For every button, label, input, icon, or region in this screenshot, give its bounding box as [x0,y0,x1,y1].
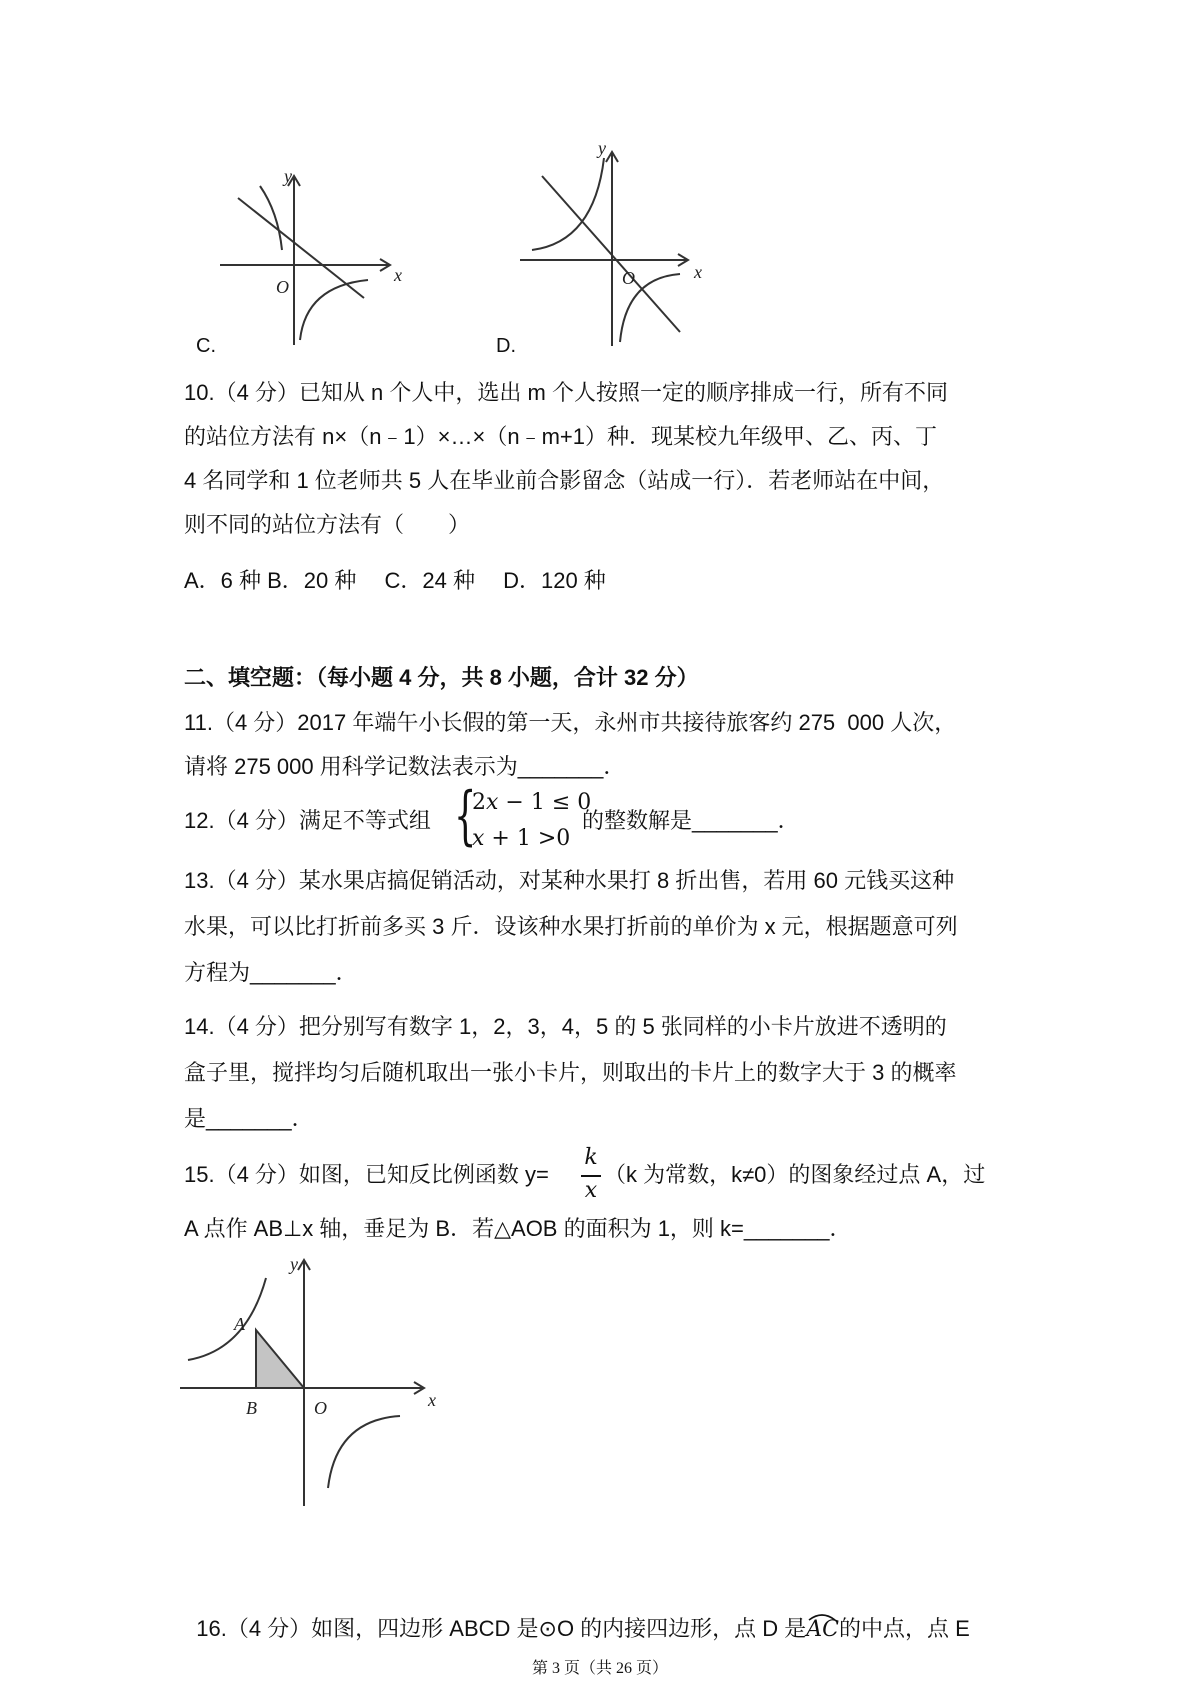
hyperbola-branch-lower-right [328,1416,400,1488]
q15-line-2: A 点作 AB⊥x 轴，垂足为 B．若△AOB 的面积为 1，则 k=_______． [184,1216,852,1241]
q13-line-3: 方程为_______． [184,960,358,985]
arc-ac-text: AC [806,1617,840,1642]
x-axis-label: x [394,265,402,285]
origin-label: O [314,1398,327,1418]
q10-options: A．6 种 B．20 种 C．24 种 D．120 种 [184,568,606,593]
q14-line-2: 盒子里，搅拌均匀后随机取出一张小卡片，则取出的卡片上的数字大于 3 的概率 [184,1060,957,1085]
q14-line-1: 14.（4 分）把分别写有数字 1，2，3，4，5 的 5 张同样的小卡片放进不透明的 [184,1014,947,1039]
q13-line-2: 水果，可以比打折前多买 3 斤．设该种水果打折前的单价为 x 元，根据题意可列 [184,914,958,939]
origin-label: O [622,268,635,288]
arc-ac [806,1615,839,1645]
x-axis-label: x [694,262,702,282]
straight-line [238,198,364,298]
q10-line-2: 的站位方法有 n×（n﹣1）×…×（n﹣m+1）种．现某校九年级甲、乙、丙、丁 [184,424,938,449]
q14-line-3: 是_______． [184,1106,314,1131]
q11-line-2: 请将 275 000 用科学记数法表示为_______． [184,754,626,779]
q13-line-1: 13.（4 分）某水果店搞促销活动，对某种水果打 8 折出售，若用 60 元钱买这种 [184,868,955,893]
point-b-label: B [246,1398,257,1418]
section-2-title: 二、填空题：（每小题 4 分，共 8 小题，合计 32 分） [184,665,699,690]
q10-line-1: 10.（4 分）已知从 n 个人中，选出 m 个人按照一定的顺序排成一行，所有不同 [184,380,948,405]
q15-after: （k 为常数，k≠0）的图象经过点 A，过 [604,1162,986,1187]
page-footer: 第 3 页（共 26 页） [531,1660,668,1677]
y-axis-label: y [290,1254,298,1274]
origin-label: O [276,277,289,297]
option-c-label: C. [196,335,216,357]
inequality-row-2: 𝑥 + 1 >0 [472,826,571,851]
fraction-numerator: 𝑘 [584,1145,598,1170]
inequality-brace: { [454,779,477,853]
q15-before: 15.（4 分）如图，已知反比例函数 y= [184,1162,549,1187]
hyperbola-branch-lower-right [300,280,368,340]
arc-mark [808,1613,836,1621]
point-a-label: A [234,1314,245,1334]
graph-option-d [520,138,720,346]
y-axis-label: y [598,138,606,158]
q10-line-3: 4 名同学和 1 位老师共 5 人在毕业前合影留念（站成一行）．若老师站在中间， [184,468,945,493]
q16-before: 16.（4 分）如图，四边形 ABCD 是⊙O 的内接四边形，点 D 是 [196,1616,807,1641]
graph-option-c [220,166,420,350]
q12-after: 的整数解是_______． [582,808,800,833]
option-d-label: D. [496,335,516,357]
q11-line-1: 11.（4 分）2017 年端午小长假的第一天，永州市共接待旅客约 275 000 人次， [184,710,957,735]
q16-after: 的中点，点 E [839,1616,970,1641]
y-axis-label: y [284,166,292,186]
q10-line-4: 则不同的站位方法有（ ） [184,512,471,537]
q16-line-1 [184,1584,970,1645]
graph-q15 [180,1250,440,1510]
fraction-k-over-x [580,1144,602,1206]
inequality-row-1: 2𝑥 − 1 ≤ 0 [472,790,592,815]
hyperbola-branch-upper-left [188,1278,266,1360]
fraction-denominator: 𝑥 [584,1178,598,1203]
inequality-system [454,779,592,858]
q12-before: 12.（4 分）满足不等式组 [184,808,431,833]
x-axis-label: x [428,1390,436,1410]
triangle-aob [256,1330,304,1388]
